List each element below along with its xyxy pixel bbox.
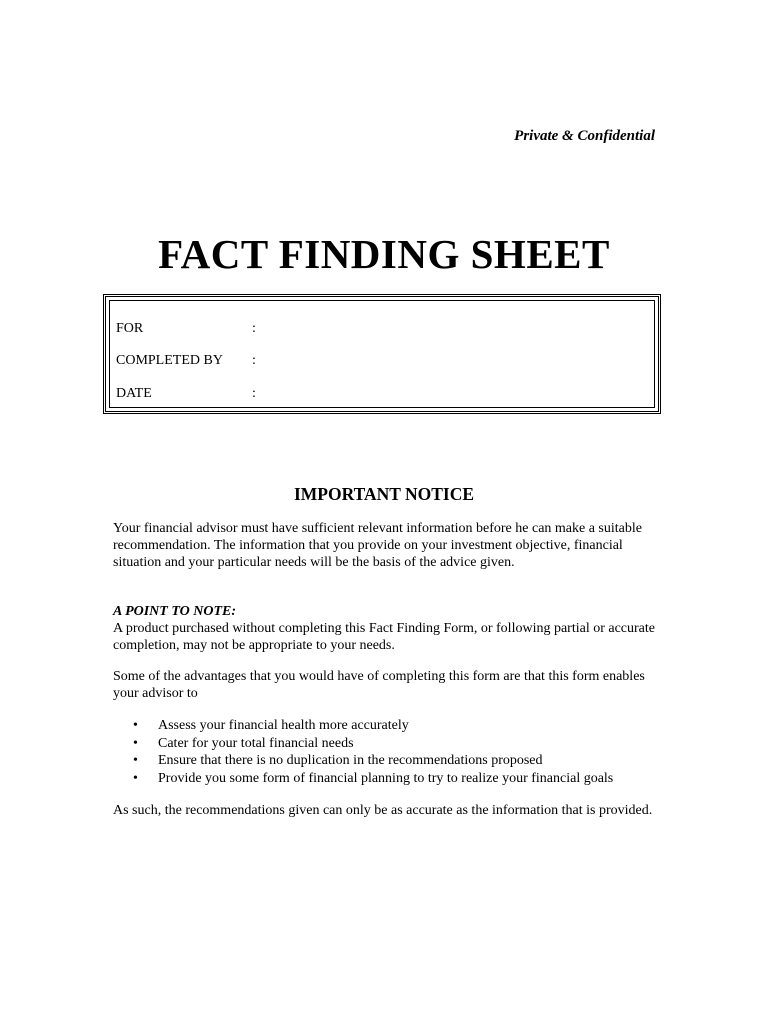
list-item [133, 752, 693, 770]
notice-intro-paragraph: Your financial advisor must have sufficient relevant information before he can make a suitable recommendation. The information that you provide on your investment objective, financial situation and your particular needs will be the basis of the advice given. [113, 521, 642, 570]
info-row-completed-by [116, 353, 256, 369]
info-separator: : [252, 353, 256, 368]
info-separator: : [252, 386, 256, 401]
info-label-completed-by: COMPLETED BY [116, 353, 223, 368]
list-item-text: Provide you some form of financial planning to try to realize your financial goals [158, 770, 614, 786]
info-label-date: DATE [116, 386, 152, 401]
closing-paragraph: As such, the recommendations given can only be as accurate as the information that is provided. [113, 803, 653, 818]
info-row-for [116, 321, 256, 337]
list-item-text: Ensure that there is no duplication in the recommendations proposed [158, 753, 543, 768]
info-box [103, 294, 661, 414]
list-item [133, 735, 693, 753]
bullet-icon: • [133, 770, 138, 786]
info-separator: : [252, 321, 256, 336]
bullet-icon: • [133, 753, 138, 768]
bullet-icon: • [133, 718, 138, 733]
point-to-note-paragraph: A product purchased without completing this Fact Finding Form, or following partial or accurate completion, may not be appropriate to your needs. [113, 621, 656, 653]
advantages-list [133, 717, 693, 787]
info-label-for: FOR [116, 321, 144, 336]
list-item [133, 717, 693, 735]
confidentiality-label: Private & Confidential [514, 128, 655, 144]
info-row-date [116, 386, 256, 402]
list-item-text: Assess your financial health more accurately [158, 718, 409, 733]
list-item-text: Cater for your total financial needs [158, 735, 354, 751]
advantages-intro-paragraph: Some of the advantages that you would have of completing this form are that this form enables your advisor to [113, 669, 645, 701]
bullet-icon: • [133, 735, 138, 751]
point-to-note-heading: A POINT TO NOTE: [113, 604, 237, 619]
page-title: FACT FINDING SHEET [158, 231, 610, 277]
info-box-inner [109, 300, 655, 408]
notice-heading: IMPORTANT NOTICE [293, 484, 475, 504]
list-item [133, 770, 693, 788]
